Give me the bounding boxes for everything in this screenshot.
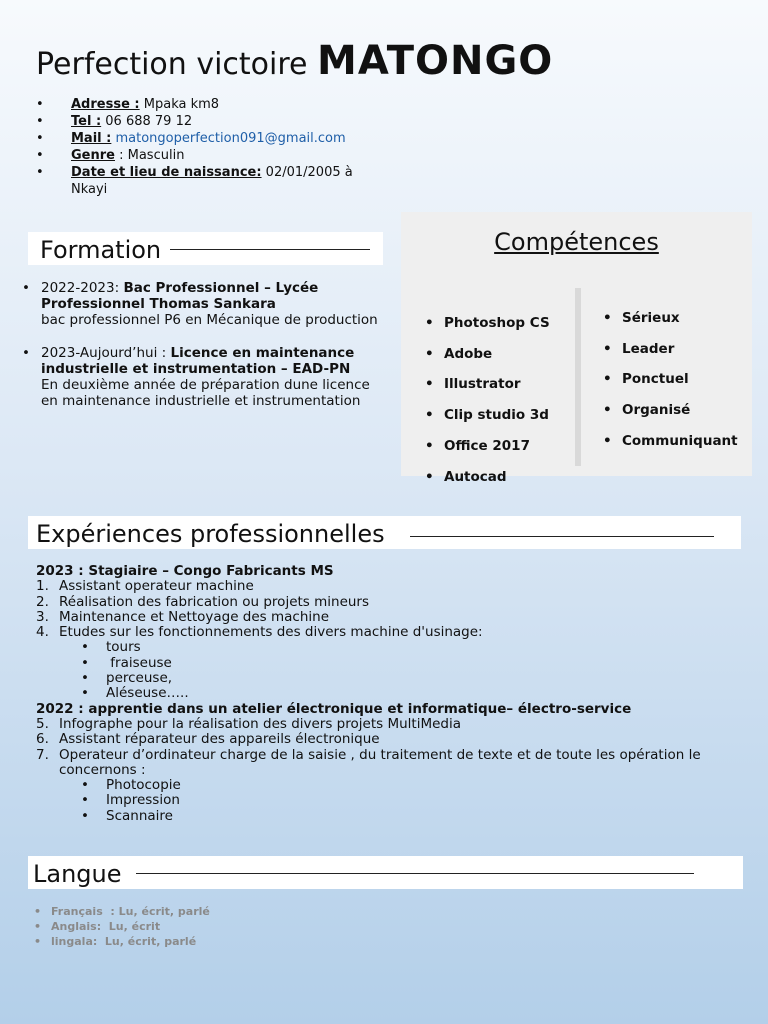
language-item: • Français : Lu, écrit, parlé xyxy=(34,904,210,919)
contact-birth: • Date et lieu de naissance: 02/01/2005 à Nkayi xyxy=(36,164,376,198)
formation-item: • 2022-2023: Bac Professionnel – Lycée Professionnel Thomas Sankara bac professionnel P6 en Mécanique de production xyxy=(22,280,382,328)
formation-title: Formation xyxy=(40,236,162,264)
formation-header xyxy=(28,232,383,265)
contact-list xyxy=(36,96,376,198)
email-link[interactable]: matongoperfection091@gmail.com xyxy=(111,131,346,146)
job-heading: 2023 : Stagiaire – Congo Fabricants MS xyxy=(36,563,334,579)
skills-technical xyxy=(425,308,550,492)
experience-header xyxy=(28,516,741,549)
formation-list xyxy=(22,280,382,426)
experience-body xyxy=(36,564,736,824)
sub-item: • perceuse, xyxy=(36,671,736,686)
task-item: 2. Réalisation des fabrication ou projets mineurs xyxy=(36,593,370,610)
sub-item: • Photocopie xyxy=(36,778,736,793)
skills-divider xyxy=(575,288,581,466)
language-item: • Anglais: Lu, écrit xyxy=(34,919,210,934)
contact-phone: • Tel : 06 688 79 12 xyxy=(36,113,376,130)
formation-item: • 2023-Aujourd’hui : Licence en maintenance industrielle et instrumentation – EAD-PN En deuxième année de préparation dune licence en maintenance industrielle et instrumentation xyxy=(22,345,382,409)
skill-item: • Adobe xyxy=(425,339,550,370)
task-item: 6. Assistant réparateur des appareils électronique xyxy=(36,731,380,748)
contact-mail: • Mail : matongoperfection091@gmail.com xyxy=(36,130,376,147)
experience-title: Expériences professionnelles xyxy=(36,520,385,548)
formation-rule xyxy=(170,249,370,250)
skills-personal xyxy=(603,303,738,457)
language-item: • lingala: Lu, écrit, parlé xyxy=(34,934,210,949)
contact-address: • Adresse : Mpaka km8 xyxy=(36,96,376,113)
sub-item: • tours xyxy=(36,640,736,655)
task-item: 3. Maintenance et Nettoyage des machine xyxy=(36,608,330,625)
language-list xyxy=(34,904,210,949)
task-item: 1. Assistant operateur machine xyxy=(36,578,254,595)
contact-gender: • Genre : Masculin xyxy=(36,147,376,164)
sub-item: • Impression xyxy=(36,793,736,808)
skill-item: • Communiquant xyxy=(603,426,738,457)
job-heading: 2022 : apprentie dans un atelier électronique et informatique– électro-service xyxy=(36,700,632,717)
skill-item: • Illustrator xyxy=(425,369,550,400)
langue-header xyxy=(28,856,743,889)
first-name: Perfection victoire xyxy=(36,47,318,82)
skill-item: • Office 2017 xyxy=(425,431,550,462)
task-item: 4. Etudes sur les fonctionnements des divers machine d'usinage: xyxy=(36,624,483,641)
langue-title: Langue xyxy=(33,860,122,888)
skill-item: • Photoshop CS xyxy=(425,308,550,339)
skill-item: • Autocad xyxy=(425,462,550,493)
experience-rule xyxy=(410,536,714,537)
skills-title: Compétences xyxy=(494,228,659,256)
sub-item: • Aléseuse….. xyxy=(36,686,736,701)
candidate-name xyxy=(36,38,553,84)
skills-panel xyxy=(401,212,752,485)
skill-item: • Leader xyxy=(603,334,738,365)
skill-item: • Clip studio 3d xyxy=(425,400,550,431)
skill-item: • Ponctuel xyxy=(603,364,738,395)
sub-item: • fraiseuse xyxy=(36,656,736,671)
task-item: 5. Infographe pour la réalisation des divers projets MultiMedia xyxy=(36,715,461,732)
langue-rule xyxy=(136,873,694,874)
skill-item: • Organisé xyxy=(603,395,738,426)
sub-item: • Scannaire xyxy=(36,809,736,824)
last-name: MATONGO xyxy=(317,38,554,84)
task-item: 7. Operateur d’ordinateur charge de la saisie , du traitement de texte et de toute les opération le concernons : xyxy=(36,746,701,778)
skill-item: • Sérieux xyxy=(603,303,738,334)
